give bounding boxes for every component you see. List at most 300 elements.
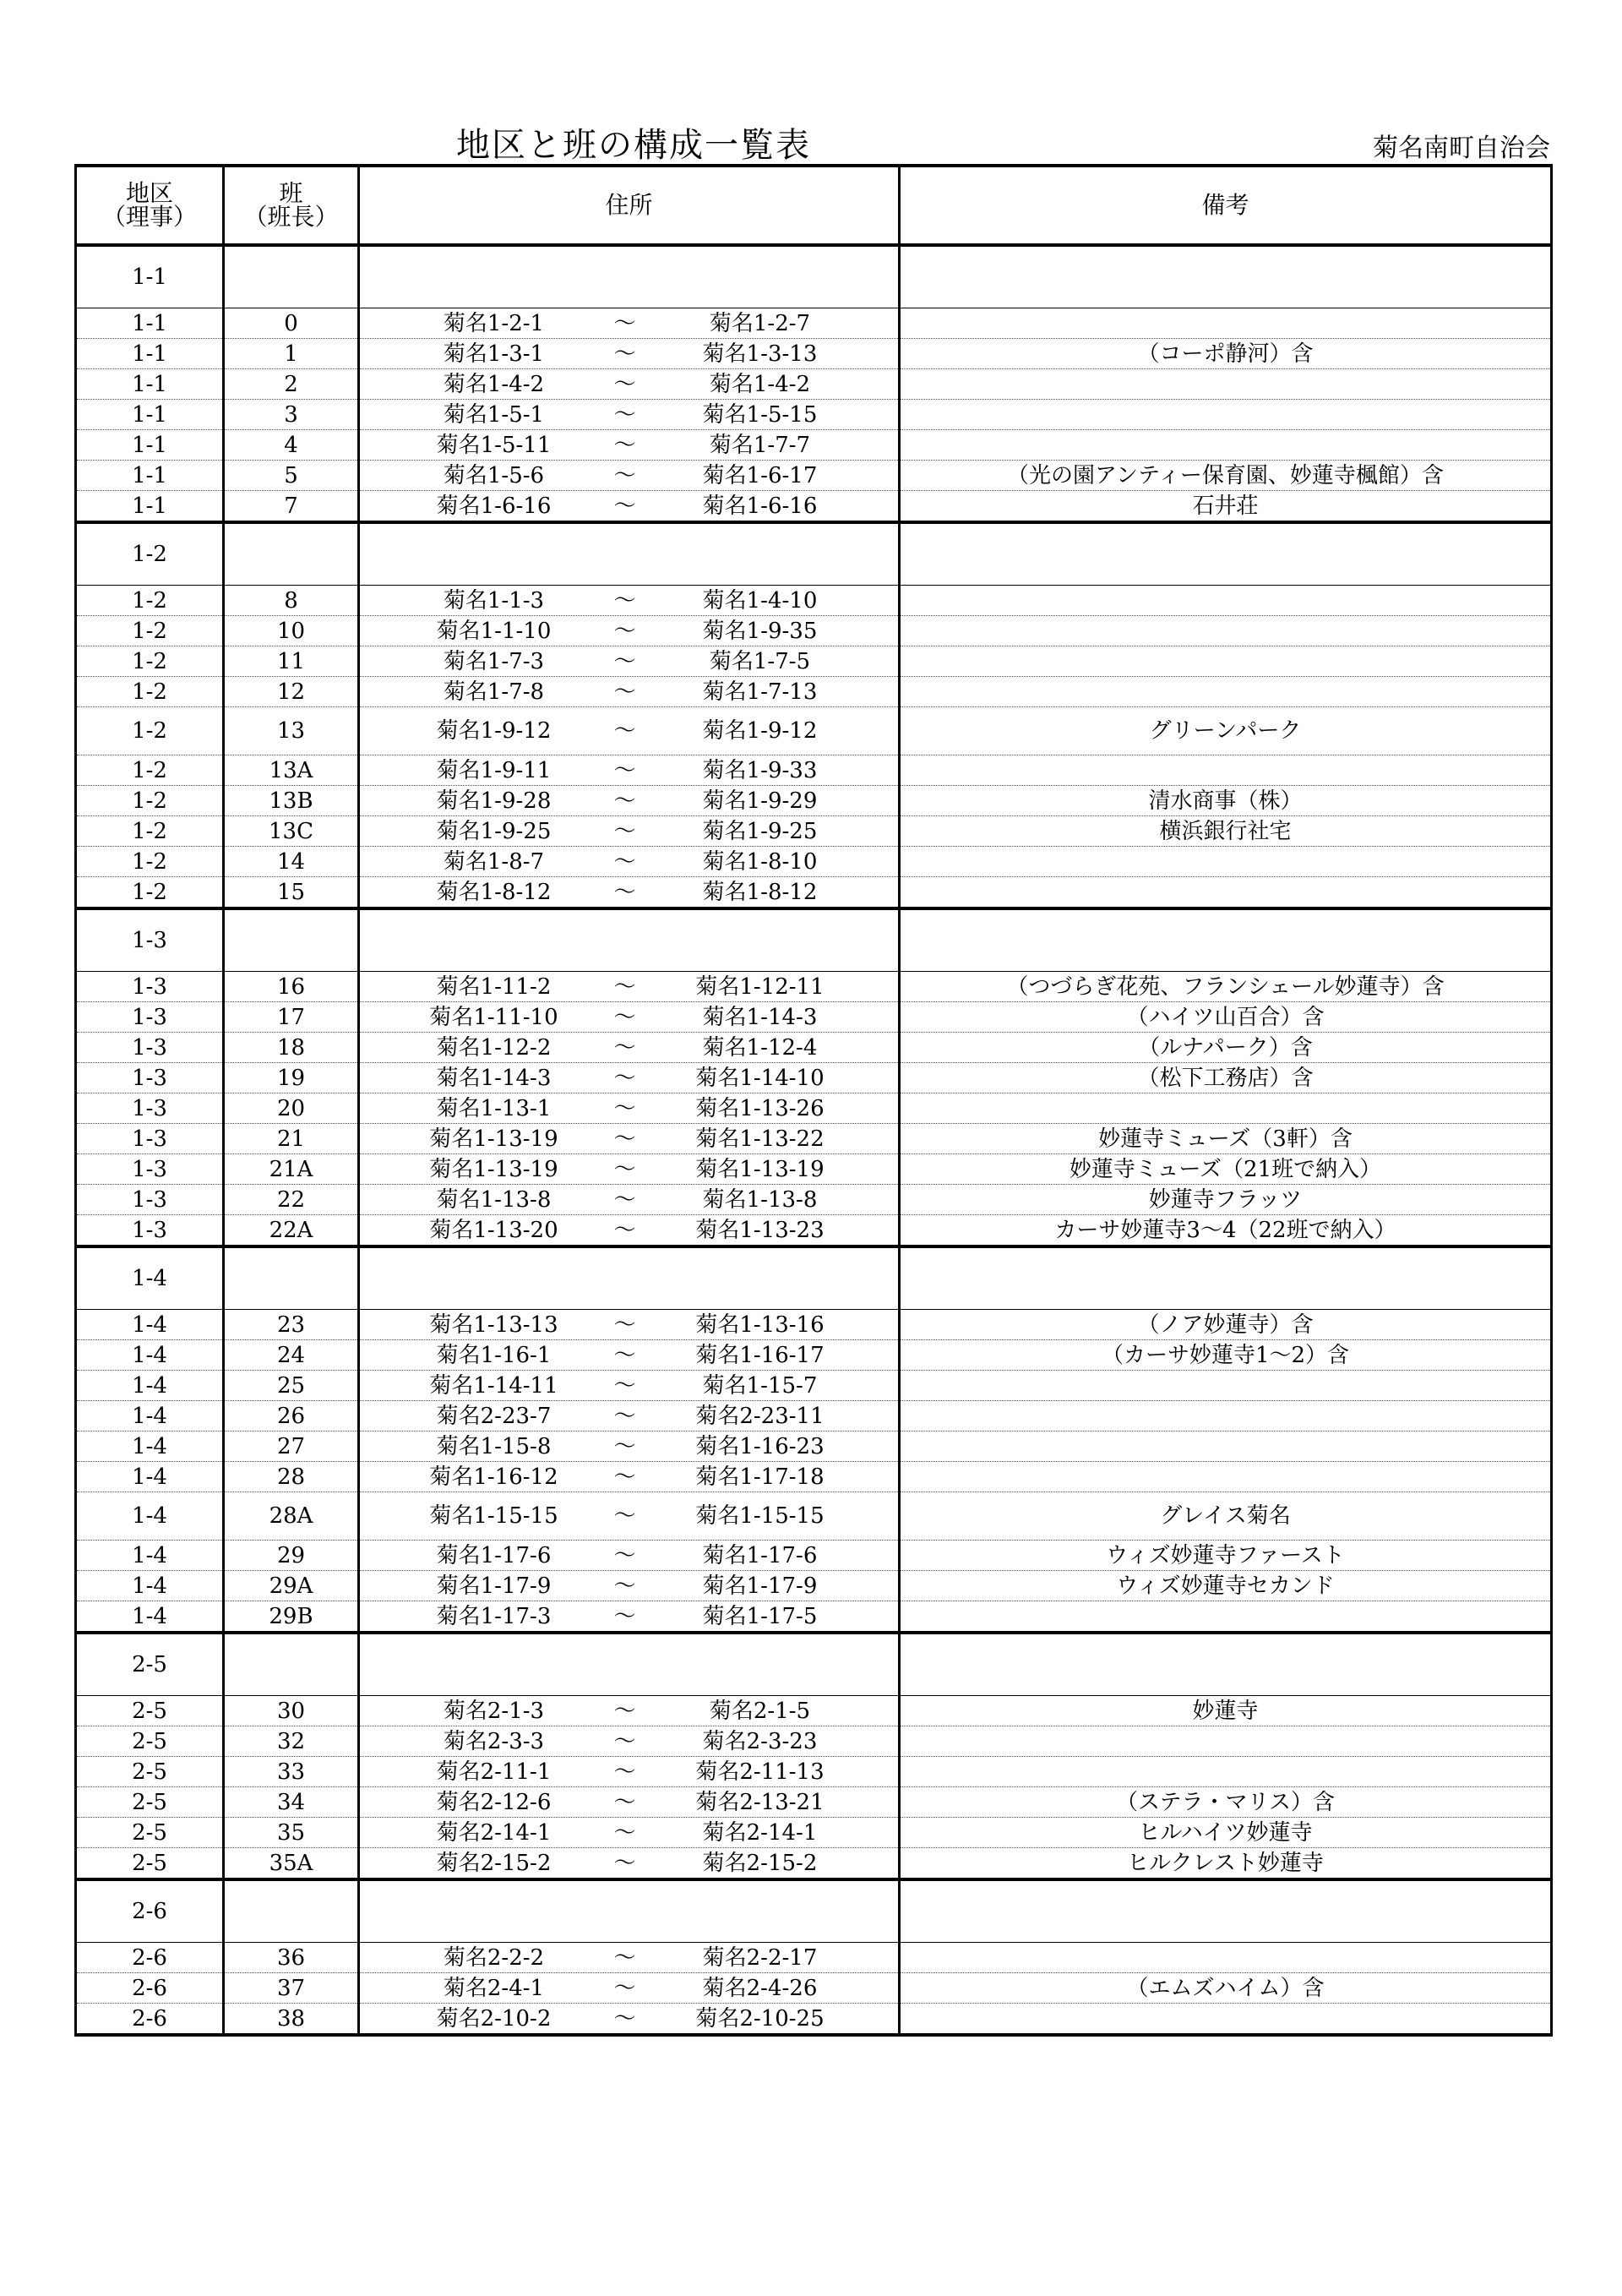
address-range (360, 1542, 898, 1568)
han-cell: 37 (224, 1973, 359, 2004)
header-remarks: 備考 (900, 166, 1552, 245)
address-from: 菊名1-13-1 (436, 1095, 552, 1121)
address-range (360, 343, 898, 365)
remarks-cell (900, 586, 1552, 616)
district-group-label: 2-5 (76, 1633, 224, 1696)
table-row (76, 400, 1552, 430)
address-to: 菊名2-14-1 (702, 1819, 818, 1846)
range-tilde: ～ (613, 1728, 636, 1754)
remarks-cell: （ノア妙蓮寺）含 (900, 1310, 1552, 1340)
district-cell: 2-5 (76, 1696, 224, 1726)
han-cell: 5 (224, 461, 359, 491)
address-to: 菊名1-13-8 (702, 1186, 818, 1213)
address-to: 菊名2-4-26 (702, 1975, 818, 2001)
address-to: 菊名2-10-25 (695, 2005, 825, 2031)
district-cell: 1-4 (76, 1432, 224, 1462)
address-cell (359, 847, 900, 877)
table-row (76, 707, 1552, 755)
address-from: 菊名2-11-1 (436, 1759, 552, 1785)
remarks-cell (900, 1093, 1552, 1124)
district-cell: 1-4 (76, 1401, 224, 1432)
remarks-cell (900, 877, 1552, 909)
han-cell: 1 (224, 339, 359, 369)
remarks-cell: ウィズ妙蓮寺ファースト (900, 1541, 1552, 1571)
header-address: 住所 (359, 166, 900, 245)
table-row (76, 786, 1552, 816)
address-to: 菊名2-3-23 (702, 1728, 818, 1754)
table-row (76, 1310, 1552, 1340)
group-address-cell (359, 245, 900, 308)
address-range (360, 1156, 898, 1182)
range-tilde: ～ (613, 1573, 636, 1599)
table-row (76, 1063, 1552, 1093)
table-row (76, 1185, 1552, 1215)
address-range (360, 881, 898, 903)
table-row (76, 308, 1552, 339)
remarks-cell: カーサ妙蓮寺3～4（22班で納入） (900, 1215, 1552, 1247)
remarks-cell (900, 847, 1552, 877)
remarks-cell (900, 2004, 1552, 2036)
address-range (360, 790, 898, 812)
address-range (360, 757, 898, 783)
district-group-row (76, 1633, 1552, 1696)
address-cell (359, 1002, 900, 1033)
district-group-row (76, 245, 1552, 308)
organization-name: 菊名南町自治会 (1373, 134, 1550, 163)
remarks-cell (900, 430, 1552, 461)
district-cell: 1-3 (76, 1215, 224, 1247)
address-cell (359, 1818, 900, 1848)
district-cell: 1-2 (76, 847, 224, 877)
address-cell (359, 1432, 900, 1462)
address-from: 菊名2-1-3 (443, 1698, 545, 1724)
address-to: 菊名1-9-35 (702, 618, 818, 644)
district-cell: 1-2 (76, 877, 224, 909)
han-cell: 4 (224, 430, 359, 461)
address-to: 菊名1-7-13 (702, 679, 818, 705)
header-han-label: 班 （班長） (243, 179, 339, 231)
address-from: 菊名1-13-19 (429, 1126, 558, 1152)
address-from: 菊名1-2-1 (443, 310, 545, 336)
han-cell: 2 (224, 369, 359, 400)
group-remarks-cell (900, 908, 1552, 972)
han-cell: 0 (224, 308, 359, 339)
remarks-cell: 妙蓮寺ミューズ（21班で納入） (900, 1154, 1552, 1185)
district-cell: 1-4 (76, 1601, 224, 1633)
range-tilde: ～ (613, 1789, 636, 1815)
address-to: 菊名2-15-2 (702, 1850, 818, 1876)
address-cell (359, 707, 900, 755)
range-tilde: ～ (613, 587, 636, 614)
han-cell: 22 (224, 1185, 359, 1215)
table-row (76, 1818, 1552, 1848)
han-cell: 21 (224, 1124, 359, 1154)
address-from: 菊名1-7-8 (443, 679, 545, 705)
remarks-cell: 石井荘 (900, 491, 1552, 523)
range-tilde: ～ (613, 788, 636, 814)
address-to: 菊名1-13-16 (695, 1312, 825, 1338)
table-row (76, 1848, 1552, 1880)
remarks-cell (900, 1462, 1552, 1492)
table-row (76, 1696, 1552, 1726)
district-cell: 2-5 (76, 1818, 224, 1848)
han-cell: 29A (224, 1571, 359, 1601)
han-cell: 26 (224, 1401, 359, 1432)
remarks-cell: 妙蓮寺 (900, 1696, 1552, 1726)
page-title: 地区と班の構成一覧表 (456, 126, 811, 165)
han-cell: 8 (224, 586, 359, 616)
remarks-cell (900, 369, 1552, 400)
table-row (76, 1757, 1552, 1787)
range-tilde: ～ (613, 818, 636, 844)
district-group-label: 1-4 (76, 1246, 224, 1310)
district-cell: 2-6 (76, 1943, 224, 1973)
address-range (360, 620, 898, 642)
remarks-cell (900, 646, 1552, 677)
table-row (76, 1787, 1552, 1818)
remarks-cell (900, 1371, 1552, 1401)
address-from: 菊名1-17-9 (436, 1573, 552, 1599)
district-cell: 2-5 (76, 1726, 224, 1757)
address-cell (359, 1973, 900, 2004)
address-from: 菊名1-9-12 (436, 718, 552, 744)
district-cell: 1-1 (76, 430, 224, 461)
address-range (360, 1944, 898, 1971)
remarks-cell (900, 1432, 1552, 1462)
address-to: 菊名1-13-26 (695, 1095, 825, 1121)
table-row (76, 1371, 1552, 1401)
address-to: 菊名1-8-12 (702, 879, 818, 905)
address-range (360, 1344, 898, 1366)
address-from: 菊名1-13-20 (429, 1217, 558, 1243)
address-to: 菊名1-6-16 (702, 493, 818, 519)
remarks-cell: （エムズハイム）含 (900, 1973, 1552, 2004)
remarks-cell (900, 755, 1552, 786)
address-range (360, 973, 898, 1000)
address-to: 菊名1-14-10 (695, 1065, 825, 1091)
remarks-cell: ウィズ妙蓮寺セカンド (900, 1571, 1552, 1601)
remarks-cell: （ステラ・マリス）含 (900, 1787, 1552, 1818)
address-cell (359, 1063, 900, 1093)
address-range (360, 681, 898, 703)
han-cell: 38 (224, 2004, 359, 2036)
table-row (76, 369, 1552, 400)
district-cell: 1-4 (76, 1340, 224, 1371)
district-group-row (76, 1879, 1552, 1943)
district-group-row (76, 522, 1552, 586)
district-cell: 1-3 (76, 1093, 224, 1124)
range-tilde: ～ (613, 848, 636, 875)
han-cell: 24 (224, 1340, 359, 1371)
district-cell: 1-1 (76, 461, 224, 491)
address-to: 菊名1-13-22 (695, 1126, 825, 1152)
table-row (76, 461, 1552, 491)
address-range (360, 434, 898, 456)
range-tilde: ～ (613, 973, 636, 1000)
district-cell: 1-2 (76, 755, 224, 786)
district-cell: 1-1 (76, 491, 224, 523)
han-cell: 29B (224, 1601, 359, 1633)
range-tilde: ～ (613, 1126, 636, 1152)
address-to: 菊名1-3-13 (702, 341, 818, 367)
address-range (360, 1314, 898, 1336)
district-cell: 1-4 (76, 1371, 224, 1401)
district-group-label: 1-3 (76, 908, 224, 972)
remarks-cell: （光の園アンティー保育園、妙蓮寺楓館）含 (900, 461, 1552, 491)
han-cell: 25 (224, 1371, 359, 1401)
address-cell (359, 755, 900, 786)
remarks-cell: （松下工務店）含 (900, 1063, 1552, 1093)
remarks-cell (900, 1726, 1552, 1757)
range-tilde: ～ (613, 1403, 636, 1429)
group-address-cell (359, 1879, 900, 1943)
address-from: 菊名1-1-10 (436, 618, 552, 644)
address-cell (359, 400, 900, 430)
range-tilde: ～ (613, 462, 636, 488)
address-range (360, 1128, 898, 1150)
remarks-cell (900, 1601, 1552, 1633)
district-cell: 2-5 (76, 1757, 224, 1787)
address-cell (359, 586, 900, 616)
table-row (76, 1401, 1552, 1432)
han-cell: 22A (224, 1215, 359, 1247)
range-tilde: ～ (613, 1342, 636, 1368)
group-address-cell (359, 1246, 900, 1310)
address-to: 菊名1-13-23 (695, 1217, 825, 1243)
address-range (360, 495, 898, 517)
district-cell: 2-6 (76, 2004, 224, 2036)
remarks-cell (900, 1401, 1552, 1432)
district-cell: 1-4 (76, 1310, 224, 1340)
range-tilde: ～ (613, 371, 636, 397)
address-range (360, 1034, 898, 1061)
district-cell: 1-3 (76, 1002, 224, 1033)
range-tilde: ～ (613, 1850, 636, 1876)
address-from: 菊名1-11-2 (436, 973, 552, 1000)
range-tilde: ～ (613, 1312, 636, 1338)
remarks-cell (900, 1943, 1552, 1973)
address-range (360, 1186, 898, 1213)
district-cell: 1-2 (76, 646, 224, 677)
table-row (76, 816, 1552, 847)
district-cell: 1-2 (76, 816, 224, 847)
address-cell (359, 1757, 900, 1787)
address-range (360, 1372, 898, 1399)
address-to: 菊名1-9-29 (702, 788, 818, 814)
address-to: 菊名1-17-6 (702, 1542, 818, 1568)
address-cell (359, 1371, 900, 1401)
remarks-cell: 清水商事（株） (900, 786, 1552, 816)
remarks-cell (900, 400, 1552, 430)
district-group-label: 1-1 (76, 245, 224, 308)
address-cell (359, 1215, 900, 1247)
range-tilde: ～ (613, 1217, 636, 1243)
address-cell (359, 1541, 900, 1571)
remarks-cell: ヒルハイツ妙蓮寺 (900, 1818, 1552, 1848)
district-cell: 1-2 (76, 786, 224, 816)
address-cell (359, 2004, 900, 2036)
address-from: 菊名1-8-7 (443, 848, 545, 875)
han-cell: 18 (224, 1033, 359, 1063)
district-cell: 1-1 (76, 369, 224, 400)
address-to: 菊名1-2-7 (709, 310, 811, 336)
district-group-label: 2-6 (76, 1879, 224, 1943)
address-from: 菊名2-15-2 (436, 1850, 552, 1876)
table-row (76, 1093, 1552, 1124)
address-to: 菊名1-4-2 (709, 371, 811, 397)
range-tilde: ～ (613, 1034, 636, 1061)
range-tilde: ～ (613, 1542, 636, 1568)
address-cell (359, 1340, 900, 1371)
group-remarks-cell (900, 1879, 1552, 1943)
roster-body (76, 245, 1552, 2035)
address-cell (359, 430, 900, 461)
district-cell: 1-1 (76, 339, 224, 369)
table-row (76, 1492, 1552, 1541)
range-tilde: ～ (613, 1603, 636, 1629)
district-cell: 1-4 (76, 1462, 224, 1492)
range-tilde: ～ (613, 1698, 636, 1724)
group-remarks-cell (900, 522, 1552, 586)
range-tilde: ～ (613, 1372, 636, 1399)
address-from: 菊名2-2-2 (443, 1944, 545, 1971)
address-from: 菊名2-3-3 (443, 1728, 545, 1754)
han-cell: 20 (224, 1093, 359, 1124)
table-row (76, 1215, 1552, 1247)
han-cell: 10 (224, 616, 359, 646)
district-cell: 1-3 (76, 1063, 224, 1093)
address-cell (359, 877, 900, 909)
address-range (360, 401, 898, 428)
table-row (76, 1571, 1552, 1601)
han-cell: 16 (224, 972, 359, 1002)
table-row (76, 755, 1552, 786)
han-cell: 36 (224, 1943, 359, 1973)
address-range (360, 1761, 898, 1783)
table-row (76, 1340, 1552, 1371)
remarks-cell: 妙蓮寺フラッツ (900, 1185, 1552, 1215)
address-from: 菊名1-8-12 (436, 879, 552, 905)
remarks-cell (900, 616, 1552, 646)
district-cell: 1-2 (76, 707, 224, 755)
address-cell (359, 1093, 900, 1124)
address-from: 菊名1-9-25 (436, 818, 552, 844)
address-to: 菊名1-15-15 (695, 1503, 825, 1529)
district-group-row (76, 908, 1552, 972)
address-to: 菊名1-16-23 (695, 1433, 825, 1459)
address-cell (359, 1462, 900, 1492)
table-row (76, 972, 1552, 1002)
address-to: 菊名1-15-7 (702, 1372, 818, 1399)
address-cell (359, 339, 900, 369)
address-from: 菊名2-4-1 (443, 1975, 545, 2001)
address-from: 菊名1-12-2 (436, 1034, 552, 1061)
address-cell (359, 1848, 900, 1880)
address-range (360, 648, 898, 674)
table-row (76, 1973, 1552, 2004)
table-row (76, 1154, 1552, 1185)
table-row (76, 877, 1552, 909)
address-cell (359, 308, 900, 339)
table-row (76, 1124, 1552, 1154)
table-row (76, 2004, 1552, 2036)
group-remarks-cell (900, 1246, 1552, 1310)
range-tilde: ～ (613, 618, 636, 644)
han-cell: 29 (224, 1541, 359, 1571)
address-from: 菊名1-3-1 (443, 341, 545, 367)
range-tilde: ～ (613, 757, 636, 783)
address-range (360, 1819, 898, 1846)
group-address-cell (359, 908, 900, 972)
han-cell: 13 (224, 707, 359, 755)
header-han (224, 166, 359, 245)
address-range (360, 1006, 898, 1028)
range-tilde: ～ (613, 2005, 636, 2031)
remarks-cell: （ルナパーク）含 (900, 1033, 1552, 1063)
group-remarks-cell (900, 1633, 1552, 1696)
group-han-cell (224, 908, 359, 972)
address-range (360, 720, 898, 742)
address-from: 菊名2-14-1 (436, 1819, 552, 1846)
address-range (360, 1433, 898, 1459)
address-cell (359, 1401, 900, 1432)
address-from: 菊名1-14-11 (429, 1372, 558, 1399)
address-from: 菊名1-17-3 (436, 1603, 552, 1629)
address-range (360, 1067, 898, 1089)
address-cell (359, 1787, 900, 1818)
han-cell: 35A (224, 1848, 359, 1880)
group-han-cell (224, 522, 359, 586)
address-cell (359, 972, 900, 1002)
range-tilde: ～ (613, 648, 636, 674)
address-from: 菊名1-5-11 (436, 432, 552, 458)
district-cell: 1-1 (76, 308, 224, 339)
han-cell: 21A (224, 1154, 359, 1185)
table-row (76, 491, 1552, 523)
range-tilde: ～ (613, 1065, 636, 1091)
remarks-cell: グレイス菊名 (900, 1492, 1552, 1541)
range-tilde: ～ (613, 1156, 636, 1182)
roster-table (74, 164, 1553, 2037)
range-tilde: ～ (613, 718, 636, 744)
table-row (76, 1601, 1552, 1633)
address-range (360, 818, 898, 844)
address-from: 菊名1-17-6 (436, 1542, 552, 1568)
address-to: 菊名1-14-3 (702, 1004, 818, 1030)
address-to: 菊名1-9-33 (702, 757, 818, 783)
district-cell: 2-6 (76, 1973, 224, 2004)
range-tilde: ～ (613, 1759, 636, 1785)
table-row (76, 1033, 1552, 1063)
group-han-cell (224, 1633, 359, 1696)
address-cell (359, 1185, 900, 1215)
address-from: 菊名1-5-6 (443, 462, 545, 488)
address-cell (359, 1310, 900, 1340)
district-cell: 1-2 (76, 616, 224, 646)
table-row (76, 430, 1552, 461)
table-row (76, 646, 1552, 677)
address-range (360, 848, 898, 875)
address-from: 菊名1-9-28 (436, 788, 552, 814)
han-cell: 28 (224, 1462, 359, 1492)
han-cell: 30 (224, 1696, 359, 1726)
table-row (76, 1432, 1552, 1462)
address-to: 菊名1-6-17 (702, 462, 818, 488)
table-row (76, 1462, 1552, 1492)
district-group-label: 1-2 (76, 522, 224, 586)
range-tilde: ～ (613, 1464, 636, 1490)
table-row (76, 616, 1552, 646)
